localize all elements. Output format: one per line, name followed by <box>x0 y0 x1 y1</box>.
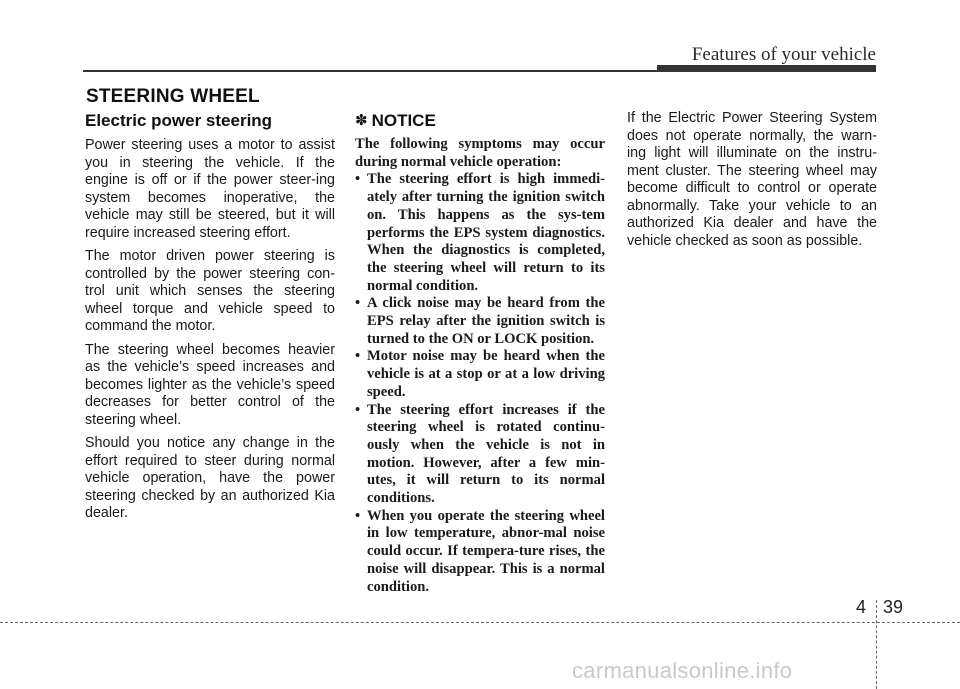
notice-item-text: A click noise may be heard from the EPS relay after the ignition switch is turned to the ON or LOCK position. <box>367 295 605 347</box>
chapter-number: 4 <box>856 597 867 617</box>
column-left <box>85 110 335 529</box>
notice-title-text: NOTICE <box>371 111 436 130</box>
notice-title <box>355 110 605 131</box>
notice-item <box>355 508 605 597</box>
notice-list <box>355 171 605 596</box>
paragraph: Should you notice any change in the effort required to steer during normal vehicle operation, have the power steering checked by an authorized Kia dealer. <box>85 435 335 521</box>
bullet-icon: • <box>355 295 361 312</box>
notice-box <box>355 110 605 596</box>
header-rule <box>83 70 657 72</box>
notice-item <box>355 402 605 508</box>
page-number: 39 <box>883 597 904 617</box>
notice-star-icon: ✽ <box>355 112 368 129</box>
notice-intro: The following symptoms may occur during normal vehicle operation: <box>355 136 605 170</box>
bullet-icon: • <box>355 171 361 188</box>
column-right <box>627 110 877 256</box>
header-title: Features of your vehicle <box>691 44 876 65</box>
notice-item-text: The steering effort increases if the steering wheel is rotated continu-ously when the vehicle is not in motion. However, after a few min-utes, it will return to its normal conditions. <box>367 401 605 507</box>
notice-body <box>355 136 605 596</box>
header-rule-accent <box>657 65 876 72</box>
footer-rule <box>0 622 960 623</box>
paragraph: Power steering uses a motor to assist you in steering the vehicle. If the engine is off or if the power steer-ing system becomes inoperative, the vehicle may still be steered, but it will require increased steering effort. <box>85 137 335 241</box>
sub-heading: Electric power steering <box>85 111 273 130</box>
paragraph: The steering wheel becomes heavier as the vehicle’s speed increases and becomes lighter as the vehicle’s speed decreases for better control of the steering wheel. <box>85 341 335 428</box>
paragraph: If the Electric Power Steering System does not operate normally, the warn-ing light will illuminate on the instru-ment cluster. The steering wheel may become difficult to control or operate abnormally. Take your vehicle to an authorized Kia dealer and have the vehicle checked as soon as possible. <box>627 110 877 249</box>
notice-item-text: When you operate the steering wheel in low temperature, abnor-mal noise could occur. If tempera-ture rises, the noise will disappear. This is a normal condition. <box>367 507 605 595</box>
watermark: carmanualsonline.info <box>572 658 793 683</box>
notice-item-text: Motor noise may be heard when the vehicle is at a stop or at a low driving speed. <box>367 348 605 400</box>
bullet-icon: • <box>355 401 361 418</box>
notice-item-text: The steering effort is high immedi-ately after turning the ignition switch on. This happens as the sys-tem performs the EPS system diagnostics. When the diagnostics is completed, the steering wheel will return to its normal condition. <box>367 171 605 294</box>
bullet-icon: • <box>355 507 361 524</box>
paragraph: The motor driven power steering is controlled by the power steering con-trol unit which senses the steering wheel torque and vehicle speed to command the motor. <box>85 248 335 334</box>
footer-divider <box>876 600 877 689</box>
bullet-icon: • <box>355 348 361 365</box>
notice-item <box>355 348 605 401</box>
notice-item <box>355 295 605 348</box>
notice-item <box>355 171 605 295</box>
section-title: STEERING WHEEL <box>86 86 260 107</box>
